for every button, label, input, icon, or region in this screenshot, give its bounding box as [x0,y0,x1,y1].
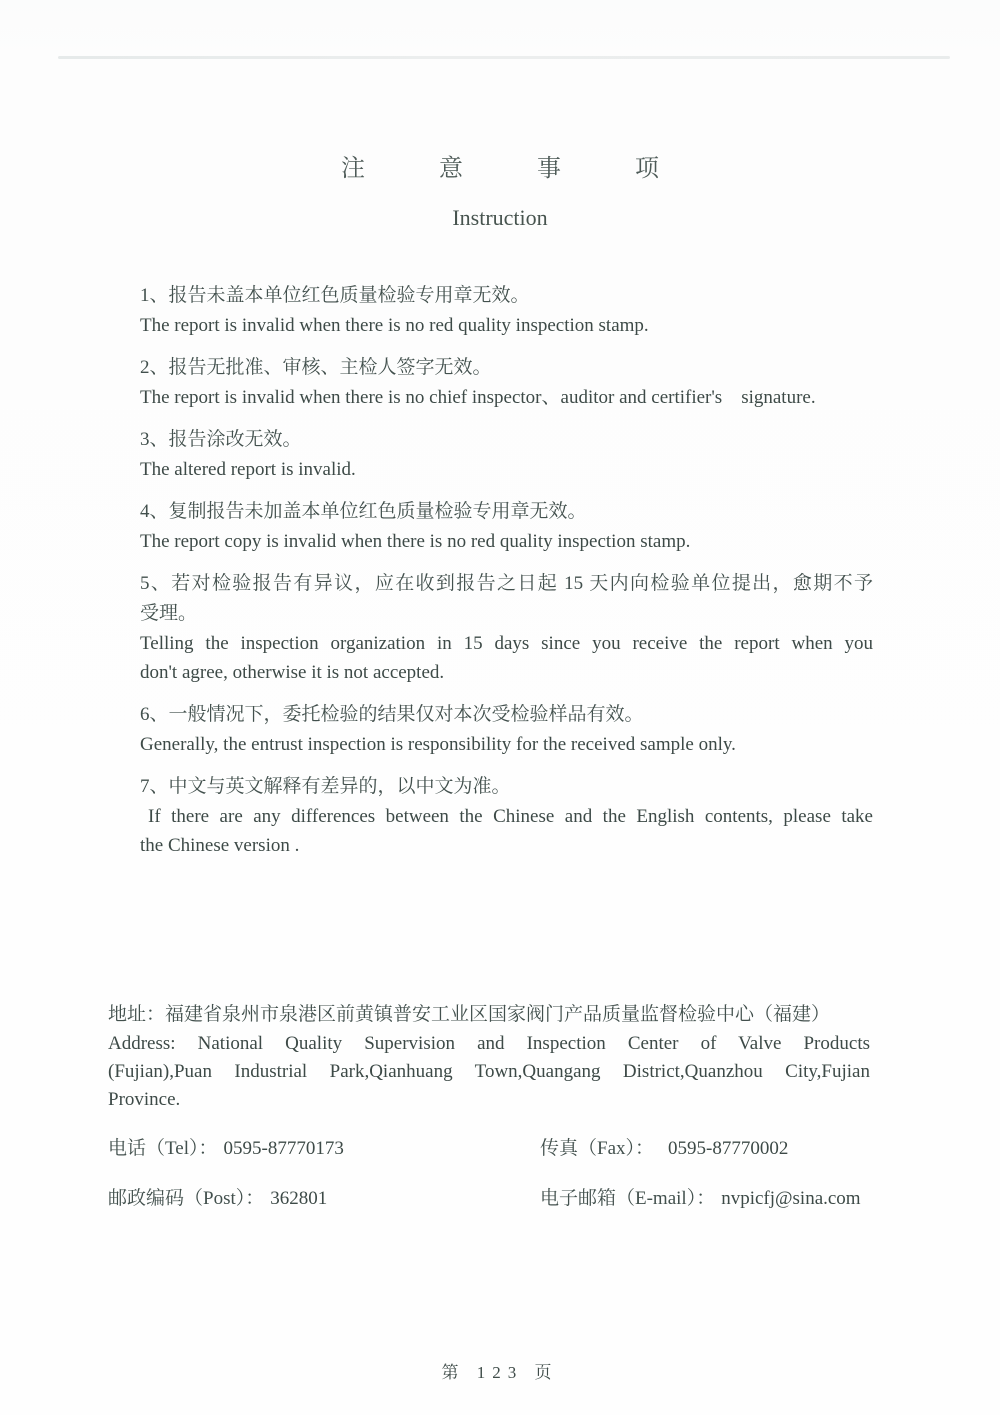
telephone-value: 0595-87770173 [223,1138,344,1159]
instruction-item-6-english: Generally, the entrust inspection is responsibility for the received sample only. [140,734,736,755]
instruction-item-7 [140,772,873,860]
instruction-item-3-english: The altered report is invalid. [140,459,356,480]
instruction-item-5-chinese-line-2: 受理。 [140,603,198,624]
instruction-item-1-english: The report is invalid when there is no red quality inspection stamp. [140,315,649,336]
instruction-item-5-chinese-line-1: 5、若对检验报告有异议，应在收到报告之日起 15 天内向检验单位提出，愈期不予 [140,573,873,594]
postcode-value: 362801 [270,1188,328,1209]
instruction-item-6 [140,700,873,759]
contacts-grid [108,1134,870,1214]
instruction-item-2-chinese: 2、报告无批准、审核、主检人签字无效。 [140,357,492,378]
instruction-item-5 [140,569,873,687]
fax-value: 0595-87770002 [668,1138,789,1159]
instruction-item-2-english: The report is invalid when there is no chief inspector、auditor and certifier's signature. [140,387,816,408]
instruction-item-4-english: The report copy is invalid when there is no red quality inspection stamp. [140,531,691,552]
instruction-item-1-chinese: 1、报告未盖本单位红色质量检验专用章无效。 [140,285,530,306]
instruction-item-2 [140,353,873,412]
scan-artifact-line [58,56,950,59]
instruction-item-6-chinese: 6、一般情况下，委托检验的结果仅对本次受检验样品有效。 [140,704,644,725]
instruction-item-3 [140,425,873,484]
email-value: nvpicfj@sina.com [721,1188,861,1209]
telephone-label: 电话（Tel）： [108,1138,218,1159]
address-english-line-3: Province. [108,1089,181,1110]
email-label: 电子邮箱（E-mail）： [540,1188,716,1209]
instruction-item-7-chinese: 7、中文与英文解释有差异的，以中文为准。 [140,776,511,797]
postcode-field [108,1184,540,1214]
email-field [540,1184,870,1214]
page-number: 第 123 页 [441,1363,559,1382]
instruction-item-4-chinese: 4、复制报告未加盖本单位红色质量检验专用章无效。 [140,501,587,522]
address-english-line-1: Address: National Quality Supervision and Inspection Center of Valve Products [108,1033,870,1054]
contact-row-2 [108,1184,870,1214]
address-chinese: 地址：福建省泉州市泉港区前黄镇普安工业区国家阀门产品质量监督检验中心（福建） [108,1004,831,1025]
instruction-item-5-english-line-1: Telling the inspection organization in 15 days since you receive the report when you [140,633,873,654]
instruction-list [140,281,873,873]
instruction-item-3-chinese: 3、报告涂改无效。 [140,429,302,450]
instruction-item-4 [140,497,873,556]
contact-info-block [108,1000,870,1214]
instruction-item-7-english-line-2: the Chinese version . [140,835,300,856]
page-title-english: Instruction [452,205,548,230]
fax-label: 传真（Fax）： [540,1138,655,1159]
instruction-item-1 [140,281,873,340]
contact-row-1 [108,1134,870,1164]
address-english-line-2: (Fujian),Puan Industrial Park,Qianhuang Town,Quangang District,Quanzhou City,Fujian [108,1061,870,1082]
telephone-field [108,1134,540,1164]
page-header [0,148,1000,231]
postcode-label: 邮政编码（Post）： [108,1188,265,1209]
instruction-item-7-english-line-1: If there are any differences between the Chinese and the English contents, please take [148,806,873,827]
fax-field [540,1134,870,1164]
page-title-chinese: 注 意 事 项 [341,156,693,182]
instruction-item-5-english-line-2: don't agree, otherwise it is not accepted. [140,662,445,683]
